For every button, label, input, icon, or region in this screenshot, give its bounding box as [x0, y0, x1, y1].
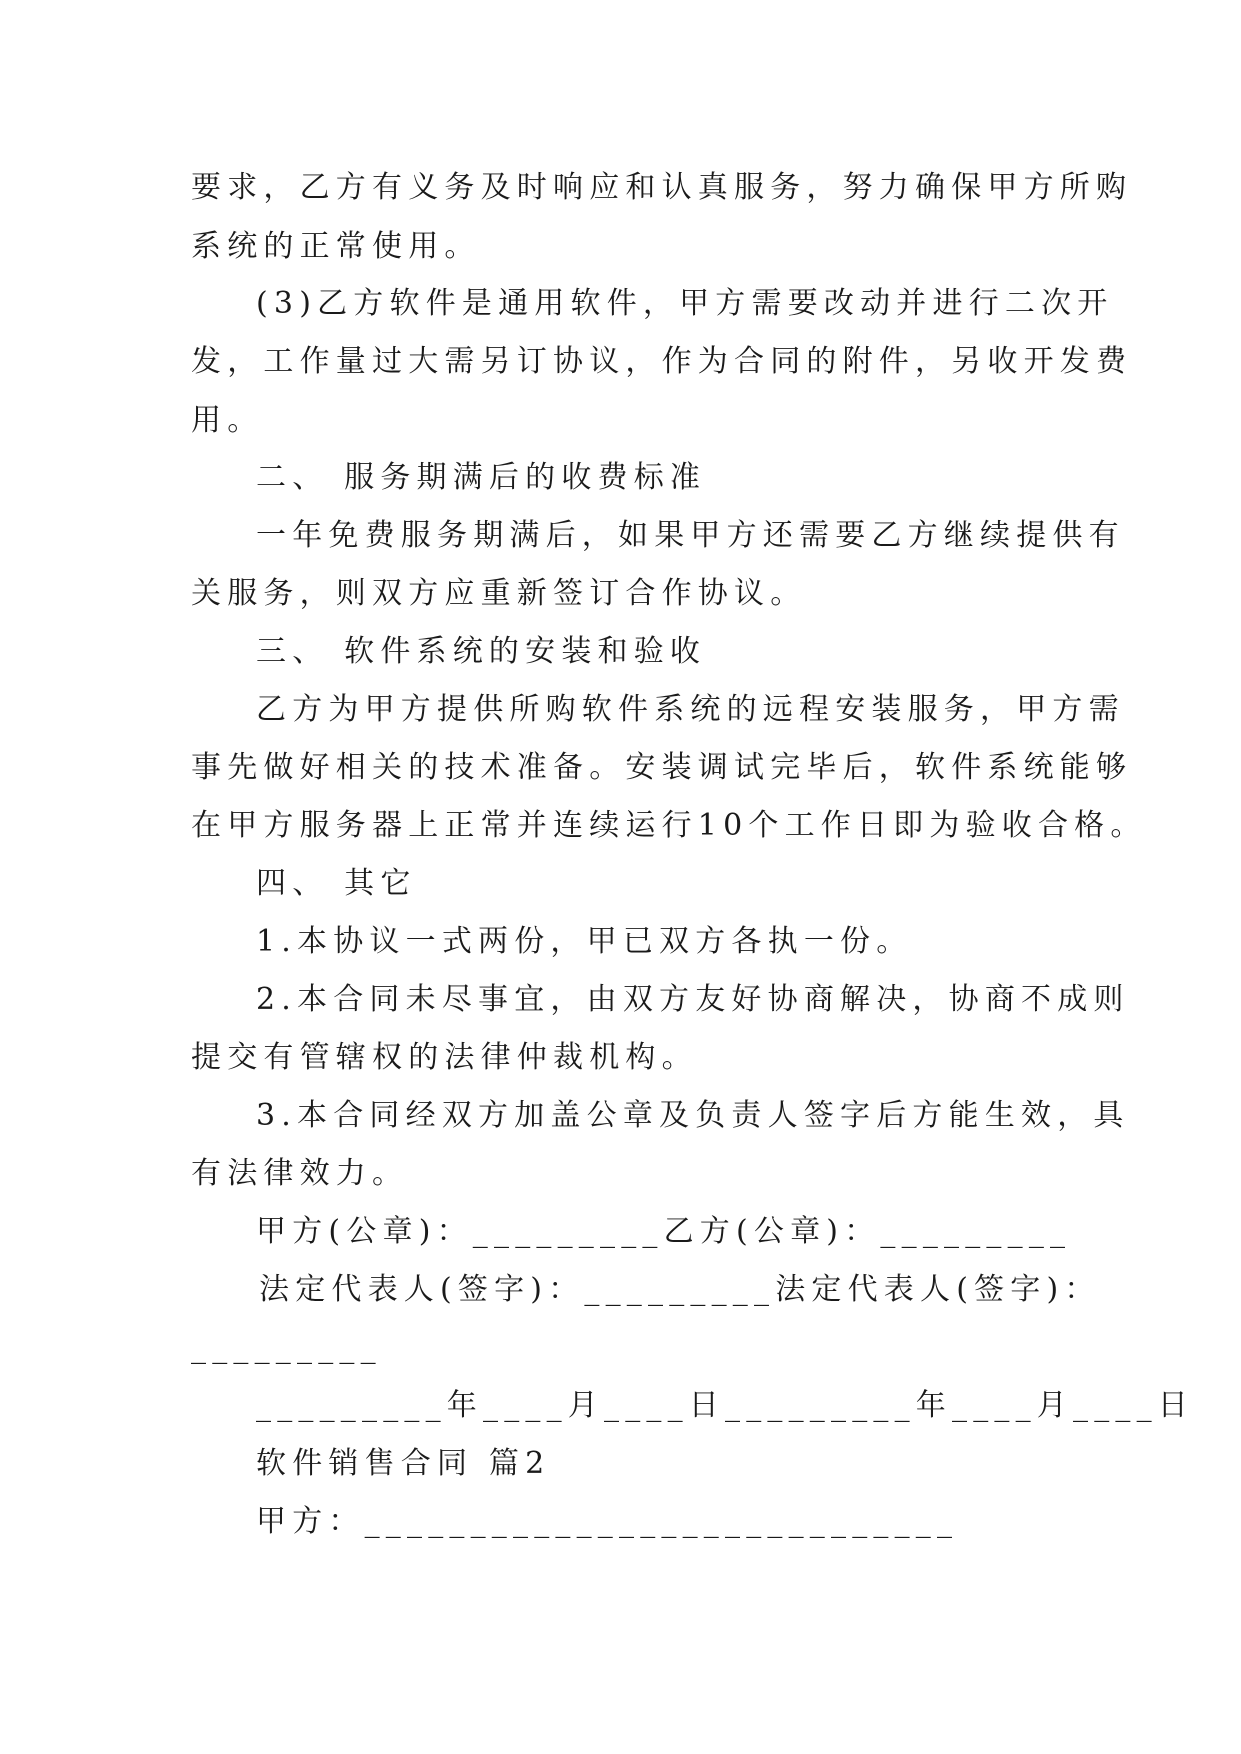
paragraph-line: 3.本合同经双方加盖公章及负责人签字后方能生效，具 [256, 1098, 1130, 1133]
paragraph-line: 要求，乙方有义务及时响应和认真服务，努力确保甲方所购 [191, 170, 1133, 205]
paragraph-line: 在甲方服务器上正常并连续运行10个工作日即为验收合格。 [191, 808, 1147, 843]
paragraph-line: 事先做好相关的技术准备。安装调试完毕后，软件系统能够 [191, 750, 1133, 785]
paragraph-line: 乙方为甲方提供所购软件系统的远程安装服务，甲方需 [256, 692, 1125, 727]
signature-line-representative: 法定代表人(签字)：_________法定代表人(签字)： [259, 1272, 1101, 1307]
paragraph-line: 提交有管辖权的法律仲裁机构。 [191, 1040, 698, 1075]
contract-title: 软件销售合同 篇2 [256, 1446, 551, 1481]
party-a-line: 甲方：____________________________ [256, 1504, 959, 1539]
paragraph-line: (3)乙方软件是通用软件，甲方需要改动并进行二次开 [256, 286, 1114, 321]
paragraph-line: 用。 [191, 403, 264, 438]
paragraph-line: 有法律效力。 [191, 1156, 409, 1191]
paragraph-line: 2.本合同未尽事宜，由双方友好协商解决，协商不成则 [256, 982, 1130, 1017]
paragraph-line: 一年免费服务期满后，如果甲方还需要乙方继续提供有 [256, 518, 1125, 553]
section-heading: 四、 其它 [256, 866, 417, 901]
paragraph-line: 系统的正常使用。 [191, 229, 481, 264]
section-heading: 二、 服务期满后的收费标准 [256, 460, 707, 495]
paragraph-line: 1.本协议一式两份，甲已双方各执一份。 [256, 924, 913, 959]
date-line: _________年____月____日_________年____月____日 [256, 1388, 1194, 1423]
signature-line-blank: _________ [191, 1330, 382, 1365]
signature-line-seal: 甲方(公章)：_________乙方(公章)：_________ [256, 1214, 1072, 1249]
paragraph-line: 关服务，则双方应重新签订合作协议。 [191, 576, 807, 611]
section-heading: 三、 软件系统的安装和验收 [256, 634, 707, 669]
paragraph-line: 发，工作量过大需另订协议，作为合同的附件，另收开发费 [191, 344, 1133, 379]
